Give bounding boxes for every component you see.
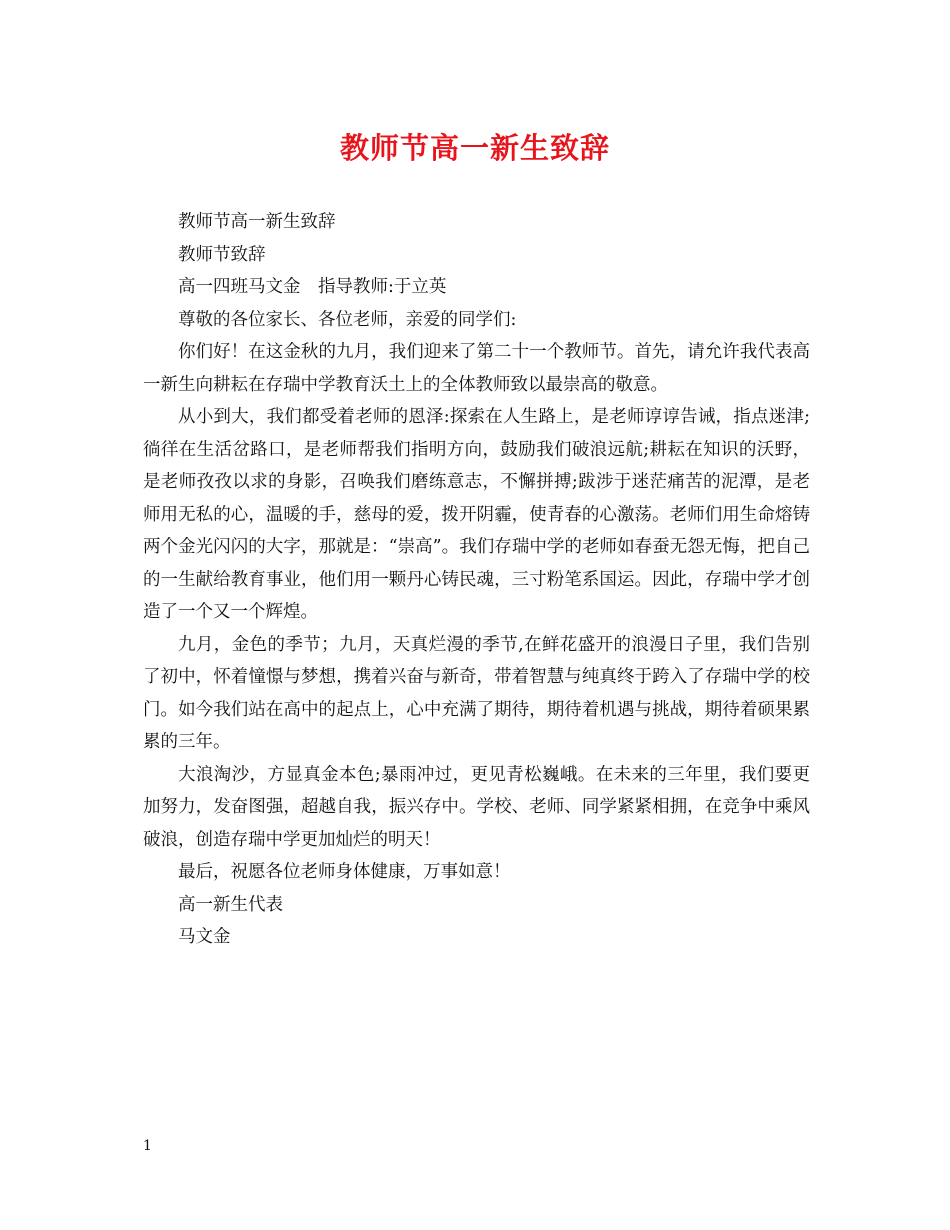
- paragraph-subheading: 教师节致辞: [178, 244, 266, 265]
- paragraph-heading: 教师节高一新生致辞: [178, 212, 336, 232]
- paragraph-salutation: 尊敬的各位家长、各位老师，亲爱的同学们:: [178, 309, 517, 330]
- paragraph-future: 大浪淘沙，方显真金本色;暴雨冲过，更见青松巍峨。在未来的三年里，我们要更加努力，发奋图强，超越自我，振兴存中。学校、老师、同学紧紧相拥，在竞争中乘风破浪，创造存瑞中学更加灿烂的明天！: [143, 764, 810, 850]
- paragraph-september: 九月，金色的季节；九月，天真烂漫的季节,在鲜花盛开的浪漫日子里，我们告别了初中，怀着憧憬与梦想，携着兴奋与新奇，带着智慧与纯真终于跨入了存瑞中学的校门。如今我们站在高中的起点上，心中充满了期待，期待着机遇与挑战，期待着硕果累累的三年。: [143, 634, 810, 752]
- paragraph-greeting: 你们好！在这金秋的九月，我们迎来了第二十一个教师节。首先，请允许我代表高一新生向耕耘在存瑞中学教育沃土上的全体教师致以最崇高的敬意。: [143, 342, 810, 395]
- document-body: [143, 206, 810, 954]
- document-title: 教师节高一新生致辞: [339, 131, 610, 165]
- paragraph-signature-role: 高一新生代表: [178, 894, 283, 915]
- paragraph-signature-name: 马文金: [178, 927, 231, 947]
- paragraph-closing: 最后，祝愿各位老师身体健康，万事如意！: [178, 862, 511, 882]
- page-number: 1: [143, 1138, 152, 1154]
- paragraph-gratitude: 从小到大，我们都受着老师的恩泽:探索在人生路上，是老师谆谆告诫，指点迷津;徜徉在生活岔路口，是老师帮我们指明方向，鼓励我们破浪远航;耕耘在知识的沃野，是老师孜孜以求的身影，召唤我们磨练意志，不懈拼搏;跋涉于迷茫痛苦的泥潭，是老师用无私的心，温暖的手，慈母的爱，拨开阴霾，使青春的心激荡。老师们用生命熔铸两个金光闪闪的大字，那就是：“崇高”。我们存瑞中学的老师如春蚕无怨无悔，把自己的一生献给教育事业，他们用一颗丹心铸民魂，三寸粉笔系国运。因此，存瑞中学才创造了一个又一个辉煌。: [143, 407, 810, 622]
- paragraph-author-line: 高一四班马文金 指导教师:于立英: [178, 277, 447, 297]
